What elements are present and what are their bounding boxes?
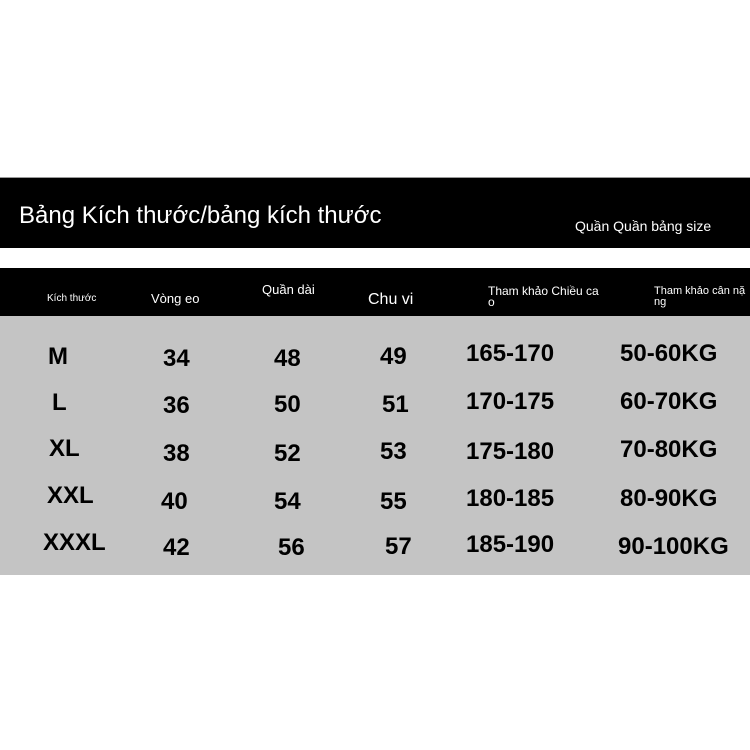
cell-weight-ref: 90-100KG — [618, 533, 729, 560]
table-row — [0, 386, 750, 434]
header-size: Kích thước — [47, 293, 97, 304]
cell-length: 54 — [274, 488, 301, 515]
cell-waist: 40 — [161, 488, 188, 515]
title-bar — [0, 177, 750, 248]
cell-weight-ref: 70-80KG — [620, 436, 718, 463]
cell-waist: 34 — [163, 345, 190, 372]
table-row — [0, 433, 750, 481]
cell-size: XXL — [47, 482, 94, 509]
cell-size: XL — [49, 435, 80, 462]
size-table — [0, 268, 750, 575]
cell-hip: 55 — [380, 488, 407, 515]
cell-height-ref: 175-180 — [466, 438, 555, 465]
cell-waist: 38 — [163, 440, 190, 467]
cell-hip: 53 — [380, 438, 407, 465]
header-length: Quần dài — [262, 282, 315, 297]
cell-weight-ref: 80-90KG — [620, 485, 718, 512]
cell-height-ref: 170-175 — [466, 388, 555, 415]
cell-size: M — [48, 343, 68, 370]
page-subtitle: Quần Quần bảng size — [575, 218, 712, 234]
table-row — [0, 340, 750, 388]
header-height-ref: Tham khảo Chiều cao — [488, 284, 599, 309]
cell-hip: 51 — [382, 391, 409, 418]
cell-length: 56 — [278, 534, 305, 561]
cell-length: 48 — [274, 345, 301, 372]
cell-waist: 36 — [163, 392, 190, 419]
table-row — [0, 526, 750, 574]
cell-height-ref: 180-185 — [466, 485, 555, 512]
cell-waist: 42 — [163, 534, 190, 561]
header-waist: Vòng eo — [151, 291, 200, 306]
cell-length: 50 — [274, 391, 301, 418]
cell-hip: 57 — [385, 533, 412, 560]
table-header-row — [0, 268, 750, 316]
header-hip: Chu vi — [368, 291, 414, 308]
table-row — [0, 480, 750, 528]
cell-weight-ref: 50-60KG — [620, 340, 718, 367]
cell-height-ref: 185-190 — [466, 531, 555, 558]
cell-size: L — [52, 389, 67, 416]
page-title: Bảng Kích thước/bảng kích thước — [19, 202, 382, 229]
cell-hip: 49 — [380, 343, 407, 370]
cell-length: 52 — [274, 440, 301, 467]
header-weight-ref: Tham khảo cân nặng — [654, 286, 746, 308]
cell-size: XXXL — [43, 529, 106, 556]
cell-height-ref: 165-170 — [466, 340, 555, 367]
cell-weight-ref: 60-70KG — [620, 388, 718, 415]
